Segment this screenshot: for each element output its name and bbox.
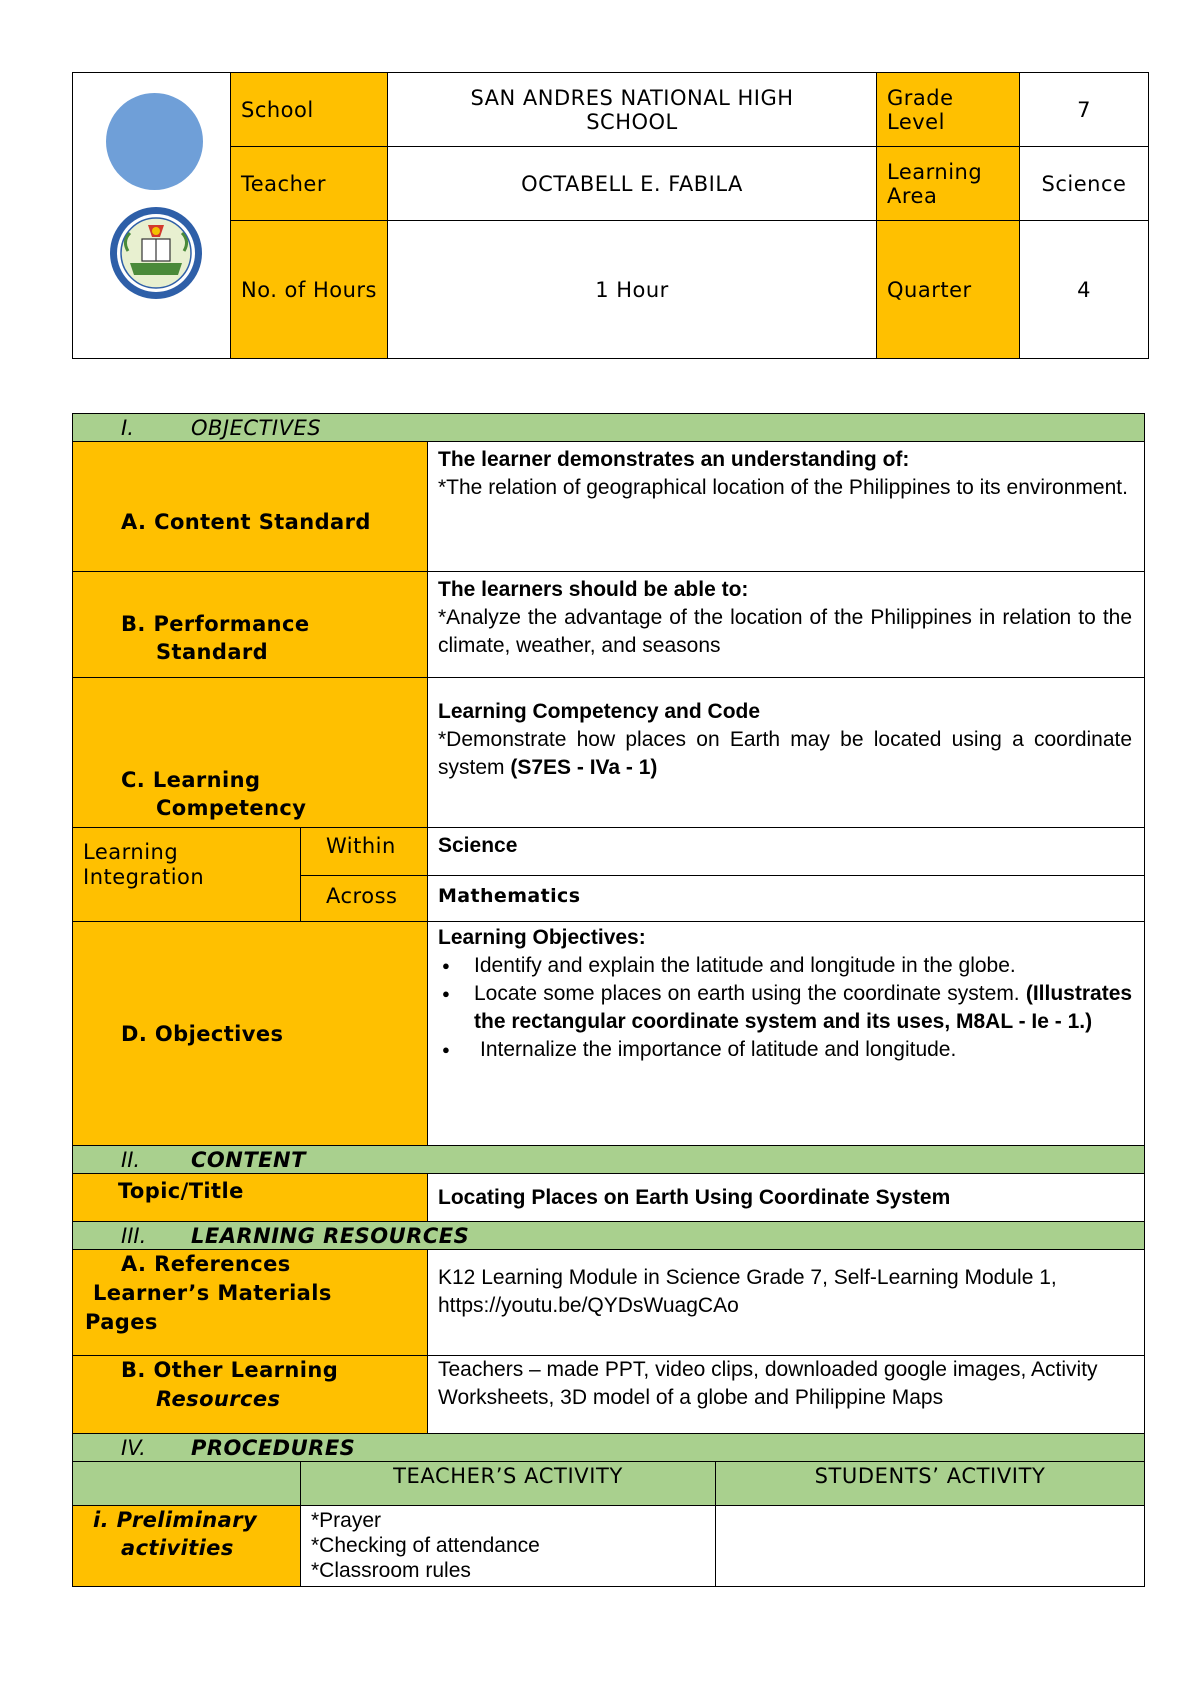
school-label: School [231, 73, 388, 147]
section-number: III. [121, 1223, 147, 1248]
objectives-label-text: D. Objectives [121, 1021, 284, 1046]
other-resources-label [73, 1356, 428, 1434]
within-label-text: Within [326, 833, 396, 858]
teacher-activity-header [301, 1462, 716, 1506]
section-title: PROCEDURES [191, 1435, 356, 1460]
references-label-line3: Pages [85, 1310, 158, 1334]
grade-level-value: 7 [1020, 73, 1149, 147]
content-standard-label-text: A. Content Standard [121, 510, 371, 534]
performance-standard-label [73, 572, 428, 678]
learning-integration-label-text: Learning Integration [83, 839, 205, 889]
learning-integration-label [73, 828, 301, 922]
performance-standard-lead: The learners should be able to: [438, 578, 749, 601]
section-content-header [73, 1146, 1145, 1174]
other-resources-text: Teachers – made PPT, video clips, downloaded google images, Activity Worksheets, 3D model of a globe and Philippine Maps [438, 1358, 1098, 1409]
across-label-text: Across [326, 883, 398, 908]
school-logo-circle-icon [106, 93, 203, 190]
deped-division-seal-icon [108, 205, 204, 301]
learning-competency-lead: Learning Competency and Code [438, 700, 761, 723]
objectives-cell [428, 922, 1145, 1146]
other-resources-label-line1: B. Other Learning [121, 1358, 339, 1382]
list-item [474, 980, 1132, 1036]
objectives-lead: Learning Objectives: [438, 926, 646, 949]
teacher-activity-header-text: TEACHER’S ACTIVITY [393, 1464, 623, 1488]
across-value-text: Mathematics [438, 884, 581, 907]
performance-standard-label-line1: B. Performance [121, 612, 310, 636]
section-title: CONTENT [191, 1147, 306, 1172]
learning-competency-code: (S7ES - IVa - 1) [510, 756, 658, 779]
within-label [301, 828, 428, 876]
section-procedures-header [73, 1434, 1145, 1462]
topic-label-text: Topic/Title [118, 1178, 244, 1203]
within-value [428, 828, 1145, 876]
references-label [73, 1250, 428, 1356]
section-title: OBJECTIVES [191, 415, 322, 440]
hours-label: No. of Hours [231, 221, 388, 359]
teacher-preliminary-cell [301, 1506, 716, 1587]
section-resources-header [73, 1222, 1145, 1250]
preliminary-label-line1: i. Preliminary [93, 1508, 258, 1532]
performance-standard-cell [428, 572, 1145, 678]
section-number: II. [121, 1147, 141, 1172]
preliminary-label [73, 1506, 301, 1587]
list-item [474, 1036, 1132, 1064]
lesson-plan-table [72, 413, 1145, 1587]
objective-item-2: Locate some places on earth using the coordinate system. [474, 982, 1020, 1005]
learning-competency-label [73, 678, 428, 828]
learning-area-value: Science [1020, 147, 1149, 221]
quarter-value: 4 [1020, 221, 1149, 359]
objective-item-1: Identify and explain the latitude and longitude in the globe. [474, 954, 1016, 977]
learning-area-label: Learning Area [877, 147, 1020, 221]
learning-competency-cell [428, 678, 1145, 828]
preliminary-item-2: *Checking of attendance [311, 1534, 540, 1557]
procedures-blank-cell [73, 1462, 301, 1506]
references-text: K12 Learning Module in Science Grade 7, Self-Learning Module 1, https://youtu.be/QYDsWuagCAo [438, 1266, 1057, 1317]
performance-standard-label-line2: Standard [156, 640, 269, 664]
learning-competency-label-line1: C. Learning [121, 768, 261, 792]
references-cell [428, 1250, 1145, 1356]
students-preliminary-cell [716, 1506, 1145, 1587]
content-standard-text: *The relation of geographical location of the Philippines to its environment. [438, 476, 1128, 499]
other-resources-cell [428, 1356, 1145, 1434]
section-title: LEARNING RESOURCES [191, 1223, 470, 1248]
preliminary-item-1: *Prayer [311, 1509, 382, 1532]
section-number: IV. [121, 1435, 146, 1460]
across-label [301, 876, 428, 922]
school-value: SAN ANDRES NATIONAL HIGH SCHOOL [388, 73, 877, 147]
students-activity-header [716, 1462, 1145, 1506]
references-label-line2: Learner’s Materials [93, 1281, 332, 1305]
grade-level-label: Grade Level [877, 73, 1020, 147]
section-objectives-header [73, 414, 1145, 442]
objectives-label [73, 922, 428, 1146]
performance-standard-text: *Analyze the advantage of the location of the Philippines in relation to the climate, weather, and seasons [438, 606, 1133, 657]
objective-item-3: Internalize the importance of latitude and longitude. [480, 1038, 957, 1061]
content-standard-cell [428, 442, 1145, 572]
list-item [474, 952, 1132, 980]
topic-value: Locating Places on Earth Using Coordinate System [438, 1185, 951, 1209]
across-value [428, 876, 1145, 922]
hours-value: 1 Hour [388, 221, 877, 359]
objectives-list [438, 952, 1132, 1064]
references-label-line1: A. References [121, 1252, 291, 1276]
learning-competency-label-line2: Competency [156, 796, 307, 820]
preliminary-label-line2: activities [121, 1536, 234, 1560]
learning-competency-text: *Demonstrate how places on Earth may be located using a coordinate system [438, 728, 1133, 779]
topic-label [73, 1174, 428, 1222]
objective-item-2-code: (Illustrates the rectangular coordinate system and its uses, M8AL - Ie - 1.) [474, 982, 1133, 1033]
topic-cell [428, 1174, 1145, 1222]
other-resources-label-line2: Resources [156, 1387, 281, 1411]
teacher-label: Teacher [231, 147, 388, 221]
section-number: I. [121, 415, 134, 440]
content-standard-lead: The learner demonstrates an understanding of: [438, 448, 910, 471]
within-value-text: Science [438, 833, 518, 857]
preliminary-item-3: *Classroom rules [311, 1559, 471, 1582]
teacher-value: OCTABELL E. FABILA [388, 147, 877, 221]
school-info-table [72, 72, 1149, 359]
logo-cell [73, 73, 231, 359]
quarter-label: Quarter [877, 221, 1020, 359]
content-standard-label [73, 442, 428, 572]
students-activity-header-text: STUDENTS’ ACTIVITY [814, 1464, 1046, 1488]
